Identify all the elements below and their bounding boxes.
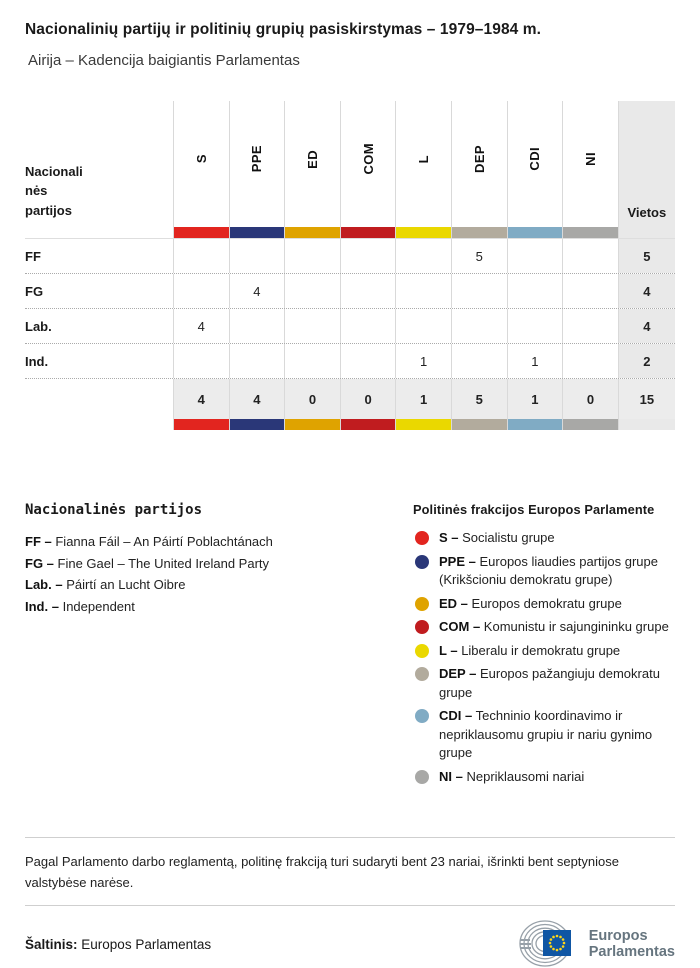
group-name: Europos demokratu grupe [471, 595, 622, 611]
column-header-label: NI [582, 152, 598, 166]
party-name: Independent [62, 598, 135, 614]
cell: 4 [229, 274, 285, 308]
total-seats-cell: 15 [618, 379, 675, 419]
legends [25, 502, 675, 791]
cell [451, 309, 507, 343]
table-row-lab [25, 309, 675, 344]
cell [562, 274, 618, 308]
group-abbr: S – [439, 530, 459, 545]
column-header-dep [451, 101, 507, 227]
color-bar-cell [395, 227, 451, 238]
color-bar-cell [173, 227, 229, 238]
legend-party-item [25, 574, 413, 596]
source-value: Europos Parlamentas [81, 936, 212, 952]
color-bar-cell [451, 419, 507, 430]
group-color-bar [508, 227, 563, 238]
total-cell: 4 [229, 379, 285, 419]
total-cell: 4 [173, 379, 229, 419]
row-label: Lab. [25, 318, 52, 334]
legend-group-item [413, 642, 675, 661]
total-cell: 1 [507, 379, 563, 419]
party-abbr: FF – [25, 534, 52, 549]
group-text [439, 618, 675, 637]
group-color-dot [415, 620, 429, 634]
legend-groups-title: Politinės frakcijos Europos Parlamente [413, 502, 655, 517]
total-cell: 0 [284, 379, 340, 419]
total-cell: 5 [451, 379, 507, 419]
column-header-label: S [193, 154, 209, 164]
cell: 5 [451, 239, 507, 273]
cell [451, 344, 507, 378]
ep-hemicycle-icon [518, 920, 580, 968]
group-color-bar [174, 419, 229, 430]
corner-line: Nacionali [25, 163, 83, 179]
cell: 4 [173, 309, 229, 343]
group-name: Socialistu grupe [462, 530, 555, 545]
column-header-label: COM [360, 143, 376, 175]
group-color-dot [415, 597, 429, 611]
source-row [25, 920, 675, 968]
color-bar-cell [507, 419, 563, 430]
cell [173, 344, 229, 378]
infographic [0, 21, 700, 968]
ep-logo-line1: Europos [588, 928, 648, 944]
group-abbr: PPE – [439, 553, 476, 569]
column-header-label: CDI [527, 147, 543, 171]
seats-cell: 4 [618, 309, 675, 343]
group-color-bar-row-bottom [25, 419, 675, 430]
party-abbr: Ind. – [25, 598, 59, 614]
group-color-bar [230, 419, 285, 430]
group-abbr: DEP – [439, 666, 477, 681]
cell [340, 274, 396, 308]
cell [229, 344, 285, 378]
legend-party-item [25, 553, 413, 575]
seats-table [25, 101, 675, 430]
cell [507, 239, 563, 273]
group-name: Europos liaudies partijos grupe (Krikšcioniu demokratu grupe) [439, 553, 658, 587]
group-text [439, 707, 675, 763]
color-bar-cell [229, 419, 285, 430]
cell: 1 [507, 344, 563, 378]
color-bar-cell [562, 419, 618, 430]
spacer [25, 379, 173, 419]
group-color-dot [415, 667, 429, 681]
group-color-bar [452, 227, 507, 238]
group-text [439, 553, 675, 590]
color-bar-cell [451, 227, 507, 238]
party-name: Fine Gael – The United Ireland Party [57, 555, 270, 571]
cell [229, 309, 285, 343]
source-label: Šaltinis: [25, 936, 78, 952]
legend-political-groups [413, 502, 675, 791]
group-color-bar [396, 227, 451, 238]
group-color-bar [508, 419, 563, 430]
cell [284, 309, 340, 343]
column-header-ed [284, 101, 340, 227]
cell [173, 239, 229, 273]
cell [340, 344, 396, 378]
cell [340, 239, 396, 273]
column-header-label: L [416, 154, 432, 164]
group-name: Liberalu ir demokratu grupe [461, 642, 621, 658]
legend-group-item [413, 553, 675, 590]
column-header-ni [562, 101, 618, 227]
legend-group-item [413, 768, 675, 787]
color-bar-cell [507, 227, 563, 238]
divider [25, 837, 675, 838]
group-abbr: L – [439, 642, 458, 658]
group-text [439, 665, 675, 702]
total-cell: 1 [395, 379, 451, 419]
color-bar-cell [284, 227, 340, 238]
total-cell: 0 [562, 379, 618, 419]
table-row-ind [25, 344, 675, 379]
legend-group-item [413, 529, 675, 548]
cell [395, 309, 451, 343]
group-color-dot [415, 770, 429, 784]
group-color-bar [341, 419, 396, 430]
seats-cell: 4 [618, 274, 675, 308]
group-text [439, 529, 675, 548]
group-color-bar [285, 227, 340, 238]
color-bar-cell [284, 419, 340, 430]
seats-cell: 5 [618, 239, 675, 273]
cell [173, 274, 229, 308]
group-text [439, 595, 675, 614]
group-name: Europos pažangiuju demokratu grupe [439, 666, 660, 700]
cell [340, 309, 396, 343]
group-color-bar [563, 227, 618, 238]
group-color-bar [285, 419, 340, 430]
row-label: Ind. [25, 353, 49, 369]
color-bar-cell [340, 419, 396, 430]
divider [25, 905, 675, 906]
color-bar-cell [562, 227, 618, 238]
total-cell: 0 [340, 379, 396, 419]
cell [507, 309, 563, 343]
column-header-label: ED [304, 149, 320, 169]
column-header-l [395, 101, 451, 227]
page-subtitle: Airija – Kadencija baigiantis Parlamentas [28, 52, 300, 69]
cell [395, 239, 451, 273]
cell [284, 344, 340, 378]
group-abbr: NI – [439, 768, 463, 784]
spacer [25, 227, 173, 238]
cell [284, 239, 340, 273]
cell [395, 274, 451, 308]
group-name: Techninio koordinavimo ir nepriklausomu grupiu ir nariu gynimo grupe [439, 708, 653, 760]
table-total-row [25, 379, 675, 419]
group-color-dot [415, 555, 429, 569]
cell: 1 [395, 344, 451, 378]
color-bar-cell [229, 227, 285, 238]
group-abbr: COM – [439, 619, 481, 634]
group-abbr: CDI – [439, 708, 473, 723]
cell [229, 239, 285, 273]
table-row-ff [25, 239, 675, 274]
color-bar-cell [340, 227, 396, 238]
cell [451, 274, 507, 308]
party-abbr: Lab. – [25, 577, 63, 592]
legend-group-item [413, 618, 675, 637]
group-color-bar [563, 419, 618, 430]
group-color-dot [415, 644, 429, 658]
table-row-fg [25, 274, 675, 309]
column-header-s [173, 101, 229, 227]
cell [562, 344, 618, 378]
corner-line: nės [25, 183, 48, 198]
column-header-cdi [507, 101, 563, 227]
page-title: Nacionalinių partijų ir politinių grupių pasiskirstymas – 1979–1984 m. [25, 21, 542, 38]
group-text [439, 768, 675, 787]
european-parliament-logo [518, 920, 675, 968]
legend-national-parties [25, 502, 413, 791]
group-color-bar [174, 227, 229, 238]
column-header-ppe [229, 101, 285, 227]
cell [507, 274, 563, 308]
column-header-label: PPE [249, 145, 265, 173]
group-name: Nepriklausomi nariai [466, 768, 585, 784]
table-corner-header [25, 101, 173, 227]
table-header-row [25, 101, 675, 227]
cell [562, 239, 618, 273]
group-color-dot [415, 709, 429, 723]
column-header-label: DEP [471, 145, 487, 173]
color-bar-cell [395, 419, 451, 430]
row-label: FF [25, 248, 41, 264]
legend-parties-title: Nacionalinės partijos [25, 502, 203, 518]
cell [284, 274, 340, 308]
legend-group-item [413, 595, 675, 614]
group-color-dot [415, 531, 429, 545]
ep-logo-text [589, 928, 675, 960]
spacer [25, 419, 173, 430]
group-color-bar [341, 227, 396, 238]
color-bar-cell [173, 419, 229, 430]
party-name: Fianna Fáil – An Páirtí Poblachtánach [55, 534, 273, 549]
legend-group-item [413, 665, 675, 702]
seats-cell: 2 [618, 344, 675, 378]
source-text [25, 937, 211, 952]
group-color-bar [230, 227, 285, 238]
cell [562, 309, 618, 343]
party-abbr: FG – [25, 555, 54, 571]
group-name: Komunistu ir sajungininku grupe [483, 619, 669, 634]
column-header-seats: Vietos [618, 101, 675, 227]
party-name: Páirtí an Lucht Oibre [66, 577, 186, 592]
group-color-bar-row [25, 227, 675, 238]
spacer [618, 227, 675, 238]
group-color-bar [396, 419, 451, 430]
column-header-com [340, 101, 396, 227]
footnote: Pagal Parlamento darbo reglamentą, politinę frakciją turi sudaryti bent 23 nariai, išrinkti bent septyniose valstybėse narėse. [25, 854, 619, 890]
legend-party-item [25, 596, 413, 618]
ep-logo-line2: Parlamentas [588, 944, 675, 960]
group-text [439, 642, 675, 661]
group-color-bar [452, 419, 507, 430]
legend-group-item [413, 707, 675, 763]
legend-party-item [25, 531, 413, 553]
corner-line: partijos [25, 202, 72, 218]
table-body [25, 238, 675, 430]
group-abbr: ED – [439, 595, 468, 611]
row-label: FG [25, 283, 44, 299]
spacer [618, 419, 675, 430]
